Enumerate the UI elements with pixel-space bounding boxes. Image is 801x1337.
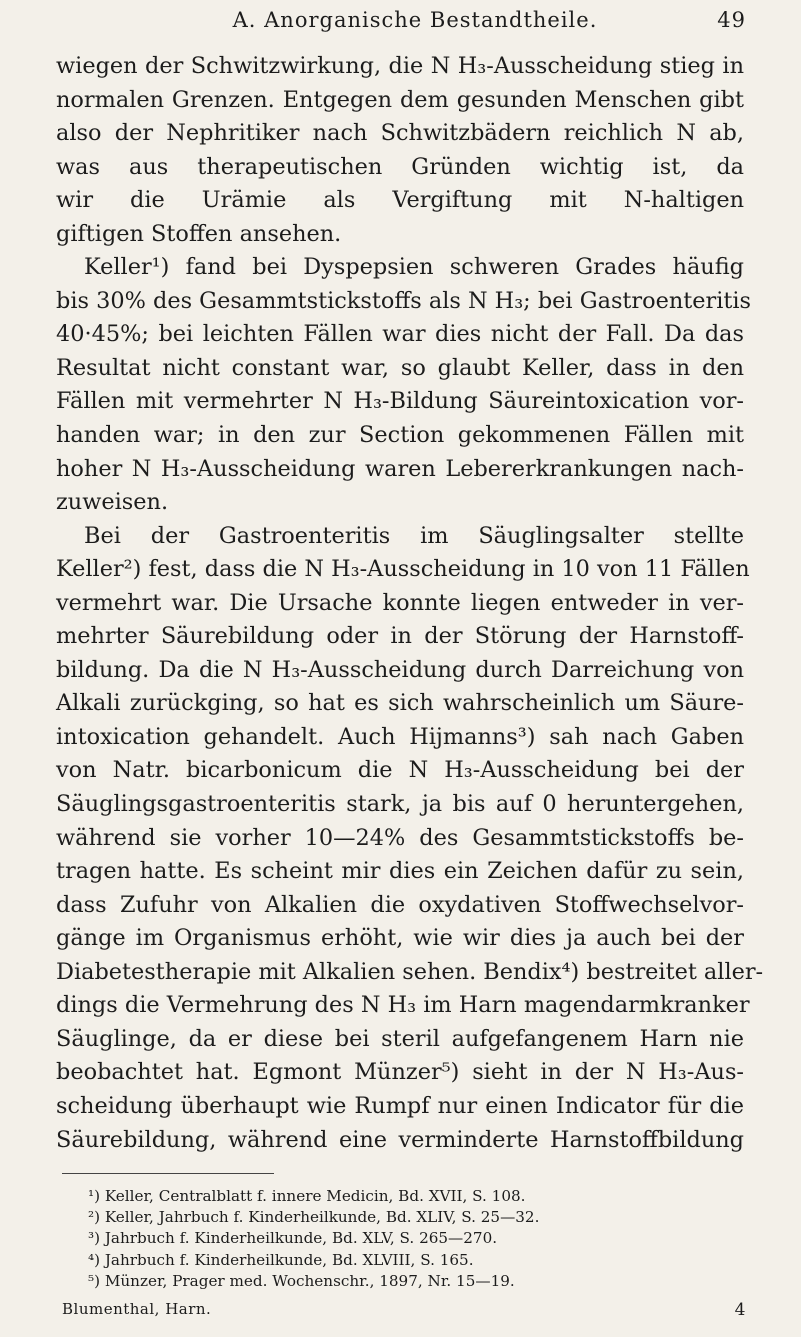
text-line: tragen hatte. Es scheint mir dies ein Zeichen dafür zu sein,	[56, 858, 744, 885]
footnote-divider	[62, 1173, 274, 1174]
text-line: Bei der Gastroenteritis im Säuglingsalter stellte	[84, 522, 744, 549]
footnote: ⁴) Jahrbuch f. Kinderheilkunde, Bd. XLVIII, S. 165.	[88, 1250, 474, 1269]
text-line: während sie vorher 10—24% des Gesammtstickstoffs be-	[56, 824, 744, 851]
text-line: dings die Vermehrung des N H₃ im Harn magendarmkranker	[56, 992, 750, 1019]
footnote: ²) Keller, Jahrbuch f. Kinderheilkunde, Bd. XLIV, S. 25—32.	[88, 1208, 540, 1227]
text-line: Diabetestherapie mit Alkalien sehen. Bendix⁴) bestreitet aller-	[56, 958, 764, 985]
text-line: gänge im Organismus erhöht, wie wir dies ja auch bei der	[56, 925, 744, 952]
text-line: mehrter Säurebildung oder in der Störung der Harnstoff-	[56, 623, 744, 650]
text-line: Alkali zurückging, so hat es sich wahrscheinlich um Säure-	[56, 690, 744, 717]
text-line: wir die Urämie als Vergiftung mit N-haltigen	[56, 187, 744, 214]
footnote: ⁵) Münzer, Prager med. Wochenschr., 1897, Nr. 15—19.	[88, 1271, 515, 1290]
text-line: also der Nephritiker nach Schwitzbädern reichlich N ab,	[56, 120, 744, 147]
running-header	[90, 8, 746, 42]
footnotes	[88, 1186, 748, 1292]
text-line: 40·45%; bei leichten Fällen war dies nicht der Fall. Da das	[56, 321, 744, 348]
text-line: Säuglinge, da er diese bei steril aufgefangenem Harn nie	[56, 1025, 744, 1052]
text-line: bildung. Da die N H₃-Ausscheidung durch Darreichung von	[56, 656, 744, 683]
header-title: A. Anorganische Bestandtheile.	[232, 8, 598, 32]
footnote: ¹) Keller, Centralblatt f. innere Medicin, Bd. XVII, S. 108.	[88, 1187, 526, 1205]
footnote: ³) Jahrbuch f. Kinderheilkunde, Bd. XLV, S. 265—270.	[88, 1229, 498, 1248]
text-line: wiegen der Schwitzwirkung, die N H₃-Ausscheidung stieg in	[56, 53, 744, 79]
text-line: Säurebildung, während eine verminderte Harnstoffbildung	[56, 1126, 744, 1153]
text-line: bis 30% des Gesammtstickstoffs als N H₃; bei Gastroenteritis	[56, 287, 752, 314]
text-line: intoxication gehandelt. Auch Hijmanns³) sah nach Gaben	[56, 723, 744, 750]
text-line: handen war; in den zur Section gekommenen Fällen mit	[56, 422, 744, 449]
text-line: Resultat nicht constant war, so glaubt Keller, dass in den	[56, 354, 744, 381]
text-line: giftigen Stoffen ansehen.	[56, 220, 342, 247]
text-line: dass Zufuhr von Alkalien die oxydativen Stoffwechselvor-	[56, 891, 744, 918]
sheet-number: 4	[734, 1300, 746, 1320]
text-line: vermehrt war. Die Ursache konnte liegen entweder in ver-	[56, 589, 744, 616]
text-line: beobachtet hat. Egmont Münzer⁵) sieht in der N H₃-Aus-	[56, 1059, 744, 1086]
text-line: von Natr. bicarbonicum die N H₃-Ausscheidung bei der	[56, 757, 744, 784]
text-line: scheidung überhaupt wie Rumpf nur einen Indicator für die	[56, 1092, 744, 1119]
signature-line	[62, 1300, 746, 1318]
text-line: Keller¹) fand bei Dyspepsien schweren Grades häufig	[84, 254, 744, 281]
text-line: Keller²) fest, dass die N H₃-Ausscheidung in 10 von 11 Fällen	[56, 556, 750, 583]
text-line: Säuglingsgastroenteritis stark, ja bis auf 0 heruntergehen,	[56, 791, 744, 818]
body-text	[56, 50, 764, 1157]
text-line: was aus therapeutischen Gründen wichtig ist, da	[56, 153, 744, 180]
signature-text: Blumenthal, Harn.	[62, 1300, 212, 1318]
page-number: 49	[717, 8, 746, 32]
text-line: Fällen mit vermehrter N H₃-Bildung Säureintoxication vor-	[56, 388, 744, 415]
text-line: hoher N H₃-Ausscheidung waren Lebererkrankungen nach-	[56, 455, 744, 482]
text-line: zuweisen.	[56, 489, 169, 516]
text-line: normalen Grenzen. Entgegen dem gesunden Menschen gibt	[56, 86, 744, 113]
